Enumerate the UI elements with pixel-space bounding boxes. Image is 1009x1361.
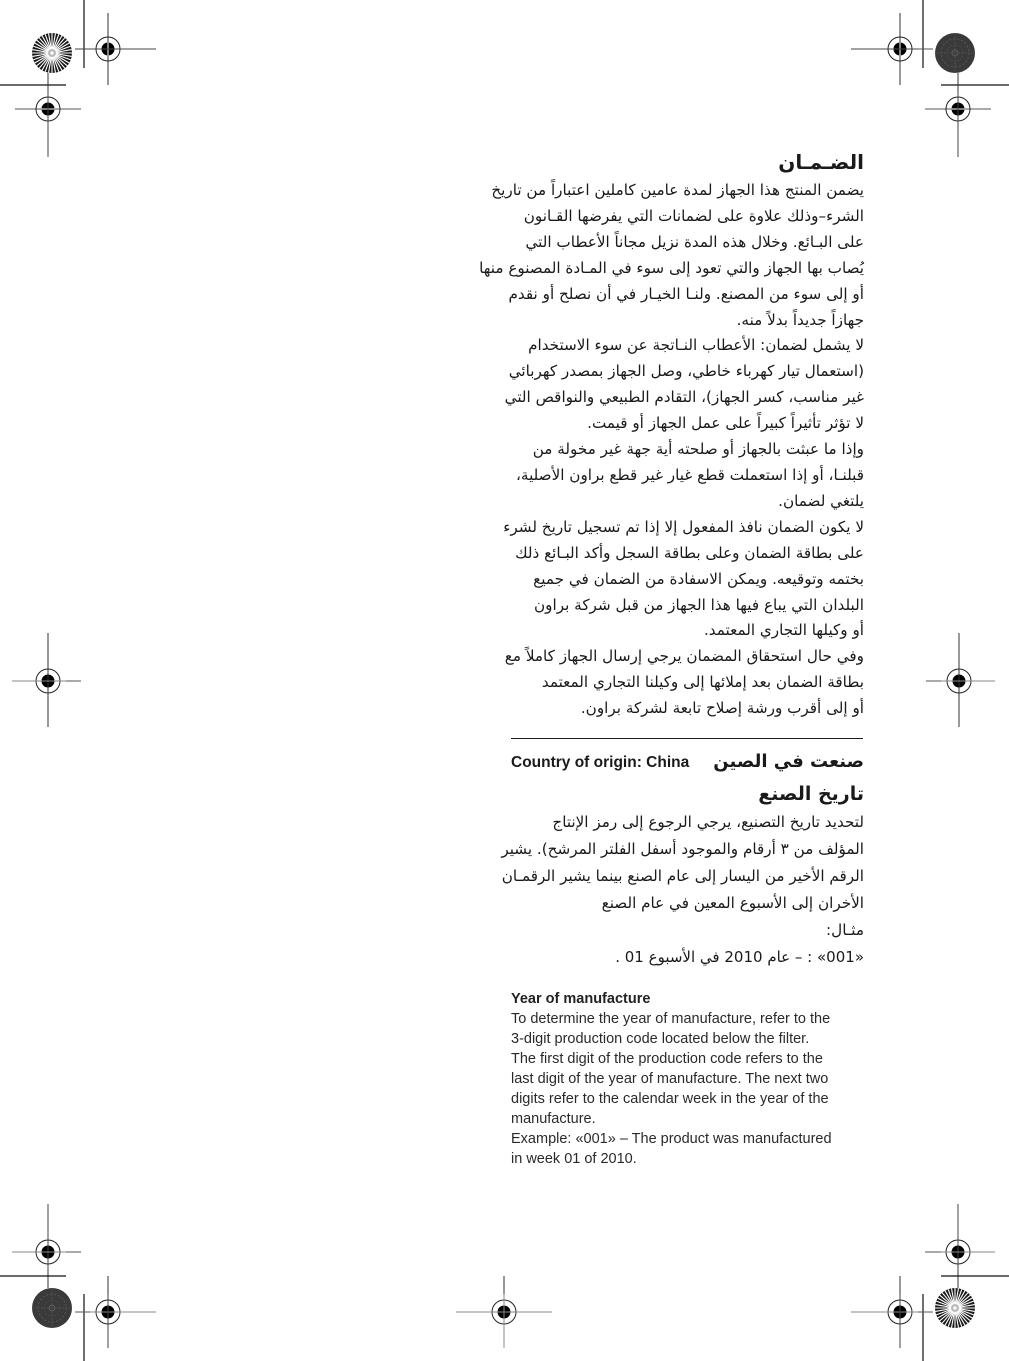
warranty-line: أو إلى سوء من المصنع. ولنـا الخيـار في أن نصلح أو نقدم: [508, 284, 864, 303]
document-content: [479, 148, 864, 1169]
manufacture-section-arabic: [501, 779, 864, 971]
warranty-line: لا يكون الضمان نافذ المفعول إلا إذا تم تسجيل تاريخ لشرء: [503, 517, 864, 536]
country-of-origin: [511, 751, 864, 775]
manufacture-line: الأخران إلى الأسبوع المعين في عام الصنع: [601, 894, 864, 913]
manufacture-line: المؤلف من ٣ أرقام والموجود أسفل الفلتر المرشح). يشير: [501, 840, 864, 859]
warranty-line: وإذا ما عبثت بالجهاز أو صلحته أية جهة غير مخولة من: [532, 440, 864, 459]
warranty-line: على بطاقة الضمان وعلى بطاقة السجل وأكد البـائع ذلك: [515, 543, 864, 562]
warranty-line: جهازاً جديداً بدلاً منه.: [736, 310, 864, 329]
warranty-line: غير مناسب، كسر الجهاز)، التقادم الطبيعي والنواقص التي: [504, 388, 864, 407]
manufacture-line: الرقم الأخير من اليسار إلى عام الصنع بينما يشير الرقمـان: [501, 867, 864, 886]
manufacture-body-arabic: [501, 809, 864, 971]
manufacture-example-arabic: «001» : – عام 2010 في الأسبوع 01 .: [615, 948, 864, 967]
manufacture-line: مثـال:: [826, 921, 864, 940]
warranty-line: وفي حال استحقاق المضمان يرجي إرسال الجهاز كاملاً مع: [504, 647, 864, 666]
warranty-line: أو إلى أقرب ورشة إصلاح تابعة لشركة براون.: [580, 699, 864, 718]
manufacture-body-english: [511, 1009, 864, 1169]
warranty-line: لا يشمل لضمان: الأعطاب النـاتجة عن سوء الاستخدام: [528, 336, 864, 355]
warranty-line: الشرء–وذلك علاوة على لضمانات التي يفرضها القـانون: [523, 206, 864, 225]
manufacture-en-line: digits refer to the calendar week in the year of the: [511, 1091, 829, 1108]
manufacture-en-line: manufacture.: [511, 1111, 596, 1128]
manufacture-en-line: The first digit of the production code refers to the: [511, 1051, 823, 1068]
warranty-line: البلدان التي يباع فيها هذا الجهاز من قبل شركة براون: [534, 595, 864, 614]
warranty-title: الضـمـان: [778, 150, 864, 174]
origin-english: Country of origin: China: [511, 754, 690, 772]
manufacture-en-line: in week 01 of 2010.: [511, 1151, 637, 1168]
warranty-section-arabic: [479, 148, 864, 722]
manufacture-en-line: To determine the year of manufacture, refer to the: [511, 1011, 831, 1028]
manufacture-en-line: 3-digit production code located below the filter.: [511, 1031, 810, 1048]
warranty-line: قبلنـا، أو إذا استعملت قطع غيار غير قطع براون الأصلية،: [516, 465, 864, 484]
warranty-body: [479, 178, 864, 722]
manufacture-en-line: last digit of the year of manufacture. The next two: [511, 1071, 829, 1088]
manufacture-section-english: [511, 989, 864, 1169]
manufacture-title-english: Year of manufacture: [511, 991, 651, 1008]
warranty-line: بطاقة الضمان بعد إملائها إلى وكيلنا التجاري المعتمد: [541, 673, 864, 692]
warranty-line: يلتغي لضمان.: [778, 491, 864, 510]
warranty-line: لا تؤثر تأثيراً كبيراً على عمل الجهاز أو قيمت.: [587, 414, 864, 433]
origin-arabic: صنعت في الصين: [713, 751, 864, 773]
section-divider: [511, 738, 863, 739]
manufacture-title-arabic: تاريخ الصنع: [758, 783, 864, 806]
warranty-line: (استعمال تيار كهرباء خاطي، وصل الجهاز بمصدر كهربائي: [508, 362, 864, 381]
warranty-line: أو وكيلها التجاري المعتمد.: [703, 621, 864, 640]
warranty-line: بختمه وتوقيعه. ويمكن الاسفادة من الضمان في جميع: [533, 569, 864, 588]
manufacture-en-line: Example: «001» – The product was manufactured: [511, 1131, 832, 1148]
manufacture-line: لتحديد تاريخ التصنيع، يرجي الرجوع إلى رمز الإنتاج: [552, 813, 864, 832]
warranty-line: يُصاب بها الجهاز والتي تعود إلى سوء في المـادة المصنوع منها: [479, 258, 864, 277]
warranty-line: يضمن المنتج هذا الجهاز لمدة عامين كاملين اعتباراً من تاريخ: [491, 181, 864, 199]
warranty-line: على البـائع. وخلال هذه المدة نزيل مجاناً الأعطاب التي: [525, 232, 864, 251]
